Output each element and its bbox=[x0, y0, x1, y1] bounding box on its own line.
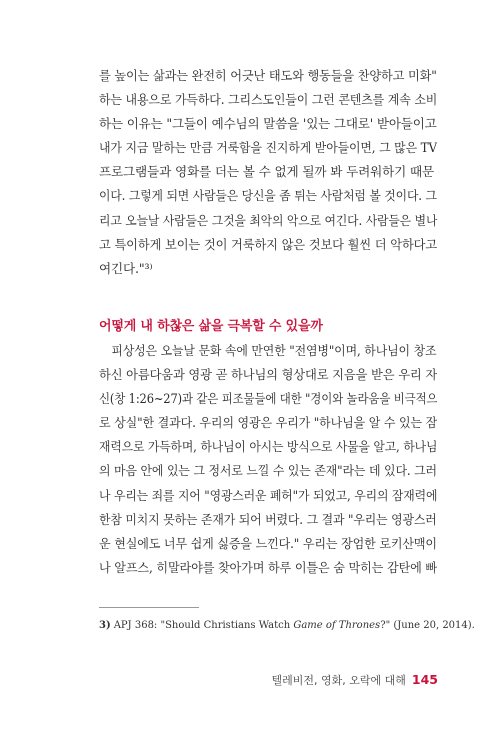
text-line: 내가 지금 말하는 만큼 거룩함을 진지하게 받아들이면, 그 많은 TV bbox=[99, 140, 437, 156]
section-heading: 어떻게 내 하찮은 삶을 극복할 수 있을까 bbox=[99, 319, 323, 334]
page-number: 145 bbox=[411, 672, 438, 687]
text-line: 프로그램들과 영화를 더는 볼 수 없게 될까 봐 두려워하기 때문 bbox=[99, 164, 435, 180]
text-line: 로 상실"한 결과다. 우리의 영광은 우리가 "하나님을 알 수 있는 잠 bbox=[99, 415, 438, 431]
footnote bbox=[99, 619, 475, 633]
text-line: 나 알프스, 히말라야를 찾아가며 하루 이틀은 숨 막히는 감탄에 빠 bbox=[99, 559, 437, 575]
running-footer-title: 텔레비전, 영화, 오락에 대해 bbox=[271, 674, 406, 687]
paragraph-1 bbox=[99, 64, 437, 281]
text-line: 하는 내용으로 가득하다. 그리스도인들이 그런 콘텐츠를 계속 소비 bbox=[99, 92, 437, 108]
text-line: 한참 미치지 못하는 존재가 되어 버렸다. 그 결과 "우리는 영광스러 bbox=[99, 511, 437, 527]
text-line: 피상성은 오늘날 문화 속에 만연한 "전염병"이며, 하나님이 창조 bbox=[111, 343, 437, 358]
footnote-number: 3) bbox=[99, 620, 111, 631]
text-line: 를 높이는 삶과는 완전히 어긋난 태도와 행동들을 찬양하고 미화" bbox=[99, 68, 437, 83]
text-line: 나 우리는 죄를 지어 "영광스러운 폐허"가 되었고, 우리의 잠재력에 bbox=[99, 487, 437, 503]
running-footer bbox=[272, 672, 438, 688]
text-line: 하신 아름다움과 영광 곧 하나님의 형상대로 지음을 받은 우리 자 bbox=[99, 367, 437, 383]
footnote-title: Game of Thrones bbox=[293, 620, 381, 631]
text-line: 신(창 1:26~27)과 같은 피조물들에 대한 "경이와 놀라움을 비극적으 bbox=[99, 391, 438, 407]
text-line: 이다. 그렇게 되면 사람들은 당신을 좀 튀는 사람처럼 볼 것이다. 그 bbox=[99, 188, 437, 204]
text-line: 재력으로 가득하며, 하나님이 아시는 방식으로 사물을 알고, 하나님 bbox=[99, 439, 438, 455]
text-line: 리고 오늘날 사람들은 그것을 최악의 악으로 여긴다. 사람들은 별나 bbox=[99, 212, 438, 228]
text-line: 운 현실에도 너무 쉽게 싫증을 느낀다." 우리는 장엄한 로키산맥이 bbox=[99, 535, 437, 551]
footnote-divider bbox=[99, 607, 199, 608]
text-line: 고 특이하게 보이는 것이 거룩하지 않은 것보다 훨씬 더 악하다고 bbox=[99, 236, 437, 252]
text-line: 의 마음 안에 있는 그 정서로 느낄 수 있는 존재"라는 데 있다. 그러 bbox=[99, 463, 437, 479]
text-line: 여긴다."³⁾ bbox=[99, 260, 153, 276]
text-line: 하는 이유는 "그들이 예수님의 말씀을 '있는 그대로' 받아들이고 bbox=[99, 116, 437, 132]
footnote-text: APJ 368: "Should Christians Watch bbox=[113, 620, 294, 631]
footnote-text-end: ?" (June 20, 2014). bbox=[380, 620, 475, 631]
paragraph-2 bbox=[99, 339, 437, 580]
